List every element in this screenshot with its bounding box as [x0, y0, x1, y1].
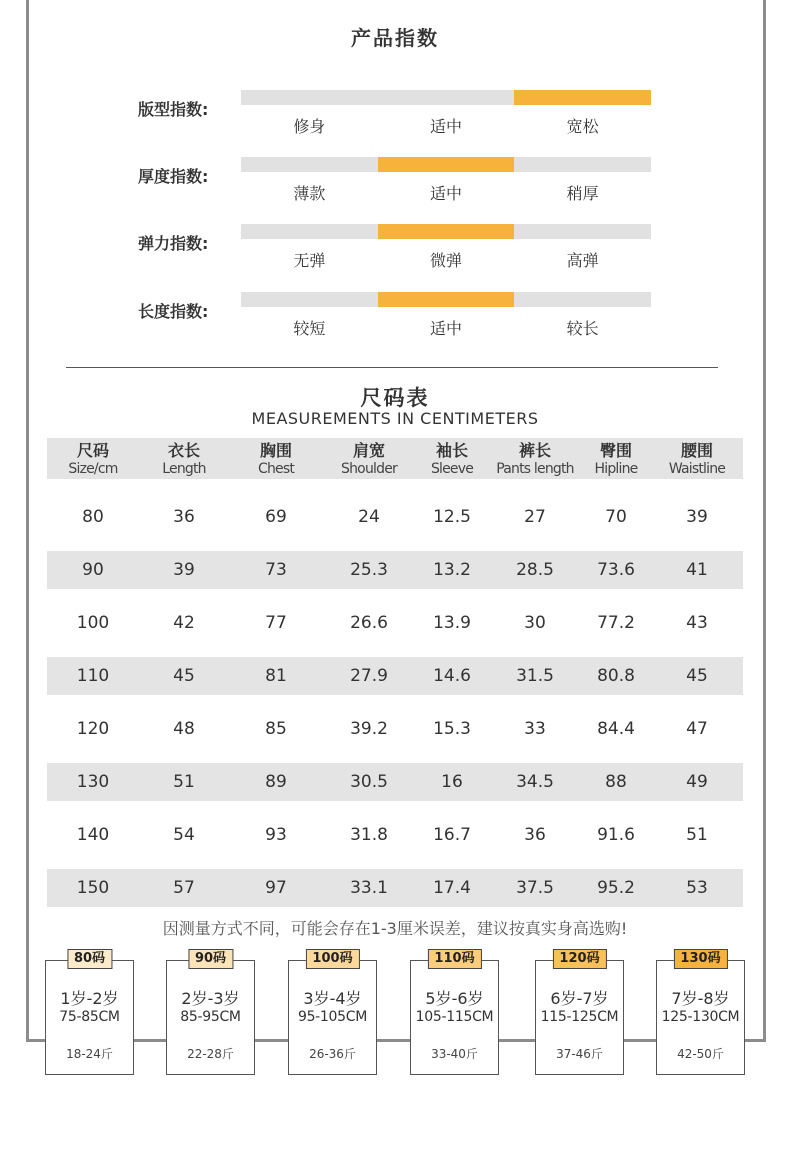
- product-index-title: 产品指数: [351, 26, 439, 50]
- column-header-en: Hipline: [594, 461, 638, 477]
- index-bar-segment: [378, 292, 515, 307]
- index-label: 弹力指数:: [138, 234, 209, 253]
- index-bar: [241, 90, 651, 105]
- height-range: 85-95CM: [180, 1009, 241, 1025]
- index-bar-segment: [378, 224, 515, 239]
- column-header-cn: 裤长: [518, 441, 551, 460]
- table-cell: 28.5: [516, 560, 554, 580]
- column-header-cn: 肩宽: [352, 441, 385, 460]
- size-badge: 100码: [305, 949, 359, 969]
- table-cell: 13.2: [433, 560, 471, 580]
- index-label: 长度指数:: [138, 302, 209, 321]
- table-cell: 73.6: [597, 560, 635, 580]
- index-bar-segment: [514, 292, 651, 307]
- table-cell: 130: [76, 772, 110, 792]
- index-option: 较长: [566, 319, 599, 338]
- table-cell: 45: [173, 666, 195, 686]
- table-cell: 57: [173, 878, 195, 898]
- index-bar-segment: [378, 157, 515, 172]
- table-cell: 77.2: [597, 613, 635, 633]
- index-bar-segment: [378, 90, 515, 105]
- age-range: 7岁-8岁: [671, 989, 730, 1008]
- size-card: [535, 951, 624, 1075]
- index-bar-segment: [241, 292, 378, 307]
- table-cell: 37.5: [516, 878, 554, 898]
- table-cell: 39: [686, 507, 708, 527]
- table-cell: 90: [82, 560, 104, 580]
- size-card: [288, 951, 377, 1075]
- table-cell: 77: [265, 613, 287, 633]
- weight-range: 37-46斤: [556, 1047, 603, 1061]
- table-cell: 45: [686, 666, 708, 686]
- table-cell: 150: [76, 878, 110, 898]
- table-cell: 42: [173, 613, 195, 633]
- index-bar-segment: [241, 90, 378, 105]
- table-cell: 51: [173, 772, 195, 792]
- table-cell: 33: [524, 719, 546, 739]
- index-bar: [241, 224, 651, 239]
- column-header-cn: 胸围: [259, 441, 292, 460]
- table-cell: 12.5: [433, 507, 471, 527]
- column-header: [323, 438, 415, 479]
- table-cell: 81: [265, 666, 287, 686]
- table-cell: 97: [265, 878, 287, 898]
- index-option: 微弹: [430, 251, 463, 270]
- table-cell: 48: [173, 719, 195, 739]
- index-option: 适中: [430, 319, 463, 338]
- table-cell: 36: [173, 507, 195, 527]
- size-badge: 90码: [188, 949, 233, 969]
- index-label: 版型指数:: [138, 100, 209, 119]
- table-cell: 85: [265, 719, 287, 739]
- table-cell: 36: [524, 825, 546, 845]
- table-cell: 95.2: [597, 878, 635, 898]
- table-cell: 31.5: [516, 666, 554, 686]
- column-header-cn: 尺码: [76, 441, 109, 460]
- table-cell: 15.3: [433, 719, 471, 739]
- table-row: [47, 869, 743, 907]
- section-divider: [66, 367, 718, 368]
- index-option: 适中: [430, 117, 463, 136]
- column-header-cn: 衣长: [167, 441, 200, 460]
- column-header-en: Length: [162, 461, 206, 477]
- table-cell: 43: [686, 613, 708, 633]
- index-options: [241, 114, 651, 137]
- column-header-en: Shoulder: [341, 461, 397, 477]
- column-header-en: Waistline: [668, 461, 726, 477]
- column-header-en: Size/cm: [68, 461, 118, 477]
- table-cell: 140: [76, 825, 110, 845]
- column-header: [47, 438, 139, 479]
- index-option: 修身: [293, 117, 326, 136]
- size-card: [45, 951, 134, 1075]
- table-row: [47, 604, 743, 642]
- table-row: [47, 498, 743, 536]
- index-bar-segment: [241, 157, 378, 172]
- index-bar: [241, 157, 651, 172]
- age-range: 5岁-6岁: [425, 989, 484, 1008]
- table-cell: 25.3: [350, 560, 388, 580]
- column-header: [581, 438, 651, 479]
- size-badge: 120码: [552, 949, 606, 969]
- index-option: 无弹: [293, 251, 326, 270]
- table-cell: 49: [686, 772, 708, 792]
- table-cell: 89: [265, 772, 287, 792]
- table-cell: 26.6: [350, 613, 388, 633]
- height-range: 125-130CM: [661, 1009, 740, 1025]
- weight-range: 33-40斤: [431, 1047, 478, 1061]
- size-table: [47, 438, 743, 898]
- size-card: [656, 951, 745, 1075]
- column-header: [489, 438, 581, 479]
- table-row: [47, 763, 743, 801]
- column-header: [229, 438, 323, 479]
- table-cell: 69: [265, 507, 287, 527]
- index-bar-segment: [514, 157, 651, 172]
- table-cell: 93: [265, 825, 287, 845]
- age-range: 6岁-7岁: [550, 989, 609, 1008]
- column-header: [415, 438, 489, 479]
- table-cell: 39: [173, 560, 195, 580]
- column-header-en: Chest: [257, 461, 295, 477]
- index-bar-segment: [241, 224, 378, 239]
- column-header: [139, 438, 229, 479]
- index-option: 适中: [430, 184, 463, 203]
- height-range: 105-115CM: [415, 1009, 494, 1025]
- height-range: 75-85CM: [59, 1009, 120, 1025]
- index-bar-segment: [514, 224, 651, 239]
- table-cell: 39.2: [350, 719, 388, 739]
- table-cell: 27: [524, 507, 546, 527]
- table-cell: 14.6: [433, 666, 471, 686]
- table-row: [47, 657, 743, 695]
- weight-range: 42-50斤: [677, 1047, 724, 1061]
- table-cell: 73: [265, 560, 287, 580]
- measurement-note: 因测量方式不同，可能会存在1-3厘米误差，建议按真实身高选购!: [162, 919, 628, 938]
- table-row: [47, 710, 743, 748]
- index-option: 薄款: [293, 184, 326, 203]
- size-badge: 110码: [427, 949, 481, 969]
- column-header-cn: 臀围: [599, 441, 632, 460]
- column-header-cn: 袖长: [435, 441, 468, 460]
- table-cell: 30: [524, 613, 546, 633]
- column-header-en: Pants length: [496, 461, 574, 477]
- table-cell: 33.1: [350, 878, 388, 898]
- table-row: [47, 816, 743, 854]
- table-cell: 13.9: [433, 613, 471, 633]
- column-header-en: Sleeve: [430, 461, 474, 477]
- weight-range: 26-36斤: [309, 1047, 356, 1061]
- table-cell: 80: [82, 507, 104, 527]
- table-cell: 53: [686, 878, 708, 898]
- table-cell: 30.5: [350, 772, 388, 792]
- table-cell: 70: [605, 507, 627, 527]
- age-range: 2岁-3岁: [181, 989, 240, 1008]
- table-cell: 88: [605, 772, 627, 792]
- table-cell: 17.4: [433, 878, 471, 898]
- table-cell: 16: [441, 772, 463, 792]
- column-header-cn: 腰围: [680, 441, 713, 460]
- size-chart-title: 尺码表: [360, 386, 430, 410]
- table-cell: 100: [76, 613, 110, 633]
- size-badge: 130码: [673, 949, 727, 969]
- table-cell: 80.8: [597, 666, 635, 686]
- table-cell: 110: [76, 666, 110, 686]
- index-options: [241, 316, 651, 339]
- table-cell: 34.5: [516, 772, 554, 792]
- table-header: [47, 438, 743, 479]
- table-cell: 31.8: [350, 825, 388, 845]
- index-option: 稍厚: [566, 184, 599, 203]
- table-cell: 41: [686, 560, 708, 580]
- table-cell: 16.7: [433, 825, 471, 845]
- index-bar-segment: [514, 90, 651, 105]
- table-cell: 27.9: [350, 666, 388, 686]
- size-badge: 80码: [67, 949, 112, 969]
- index-options: [241, 248, 651, 271]
- index-option: 宽松: [566, 117, 599, 136]
- age-range: 3岁-4岁: [303, 989, 362, 1008]
- age-range: 1岁-2岁: [60, 989, 119, 1008]
- table-cell: 54: [173, 825, 195, 845]
- index-bar: [241, 292, 651, 307]
- size-chart-subtitle: MEASUREMENTS IN CENTIMETERS: [251, 409, 539, 428]
- table-cell: 120: [76, 719, 110, 739]
- table-cell: 91.6: [597, 825, 635, 845]
- index-option: 高弹: [566, 251, 599, 270]
- height-range: 95-105CM: [297, 1009, 368, 1025]
- index-options: [241, 181, 651, 204]
- table-cell: 47: [686, 719, 708, 739]
- index-label: 厚度指数:: [138, 167, 209, 186]
- table-row: [47, 551, 743, 589]
- table-cell: 84.4: [597, 719, 635, 739]
- weight-range: 18-24斤: [66, 1047, 113, 1061]
- weight-range: 22-28斤: [187, 1047, 234, 1061]
- size-card: [410, 951, 499, 1075]
- table-cell: 24: [358, 507, 380, 527]
- column-header: [651, 438, 743, 479]
- index-option: 较短: [293, 319, 326, 338]
- height-range: 115-125CM: [540, 1009, 619, 1025]
- size-card: [166, 951, 255, 1075]
- table-cell: 51: [686, 825, 708, 845]
